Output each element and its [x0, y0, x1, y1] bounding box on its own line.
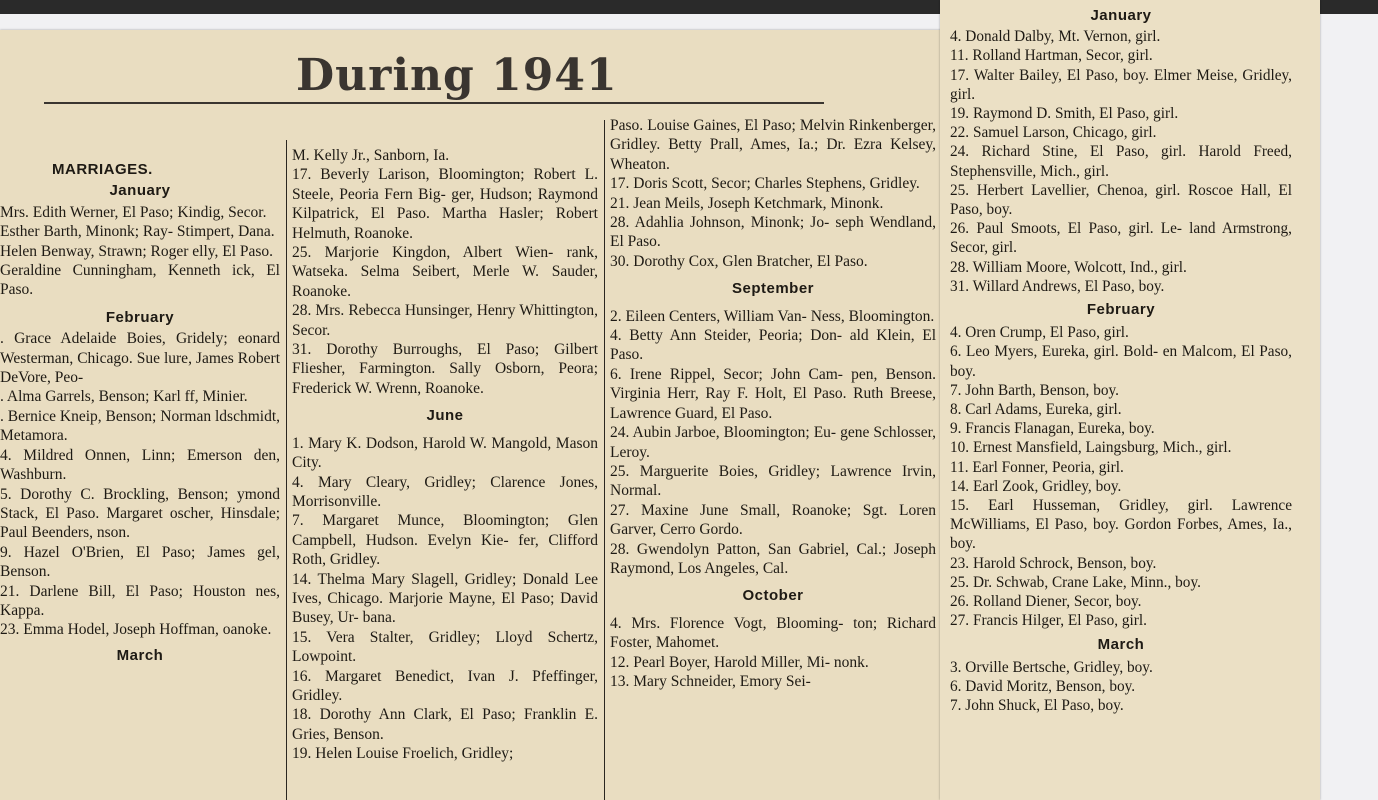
clipping-title: During 1941 [296, 50, 618, 101]
list-item: 11. Earl Fonner, Peoria, girl. [950, 458, 1124, 476]
list-item: 7. Margaret Munce, Bloomington; Glen Campbell, Hudson. Evelyn Kie- fer, Clifford Roth, Gridley. [292, 512, 598, 569]
list-item: 28. William Moore, Wolcott, Ind., girl. [950, 258, 1187, 276]
marriages-heading: MARRIAGES. [52, 161, 153, 178]
list-item: Paso. Louise Gaines, El Paso; Melvin Rinkenberger, Gridley. Betty Prall, Ames, Ia.; Dr. Ezra Kelsey, Wheaton. [610, 117, 936, 173]
month-january: January [1090, 7, 1152, 24]
list-item: 22. Samuel Larson, Chicago, girl. [950, 124, 1157, 142]
list-item: 23. Emma Hodel, Joseph Hoffman, oanoke. [0, 621, 272, 639]
list-item: 27. Maxine June Small, Roanoke; Sgt. Loren Garver, Cerro Gordo. [610, 501, 936, 539]
births-column [950, 4, 1292, 715]
list-item: 21. Darlene Bill, El Paso; Houston nes, Kappa. [0, 582, 280, 619]
list-item: 10. Ernest Mansfield, Laingsburg, Mich., girl. [950, 439, 1232, 457]
list-item: 5. Dorothy C. Brockling, Benson; ymond Stack, El Paso. Margaret oscher, Hinsdale; Paul Beenders, nson. [0, 485, 280, 542]
list-item: Geraldine Cunningham, Kenneth ick, El Paso. [0, 262, 280, 299]
marriages-column-2 [292, 146, 598, 764]
list-item: . Alma Garrels, Benson; Karl ff, Minier. [0, 388, 248, 406]
list-item: . Grace Adelaide Boies, Gridely; eonard Westerman, Chicago. Sue lure, James Robert DeVore, Peo- [0, 330, 280, 387]
list-item: 2. Eileen Centers, William Van- Ness, Bloomington. [610, 307, 935, 325]
list-item: 15. Vera Stalter, Gridley; Lloyd Schertz, Lowpoint. [292, 628, 598, 666]
marriages-column-3 [610, 116, 936, 691]
list-item: 11. Rolland Hartman, Secor, girl. [950, 47, 1153, 65]
list-item: 28. Gwendolyn Patton, San Gabriel, Cal.; Joseph Raymond, Los Angeles, Cal. [610, 540, 936, 577]
list-item: 4. Oren Crump, El Paso, girl. [950, 324, 1129, 342]
list-item: 25. Dr. Schwab, Crane Lake, Minn., boy. [950, 573, 1201, 591]
list-item: 24. Aubin Jarboe, Bloomington; Eu- gene Schlosser, Leroy. [610, 424, 936, 461]
list-item: 31. Dorothy Burroughs, El Paso; Gilbert Fliesher, Farmington. Sally Osborn, Peora; Frederick W. Wrenn, Roanoke. [292, 341, 598, 397]
month-january: January [109, 182, 171, 200]
list-item: 15. Earl Husseman, Gridley, girl. Lawrence McWilliams, El Paso, boy. Gordon Forbes, Ames, Ia., boy. [950, 497, 1292, 553]
column-divider-2 [604, 120, 605, 800]
list-item: 9. Francis Flanagan, Eureka, boy. [950, 420, 1155, 438]
list-item: 26. Rolland Diener, Secor, boy. [950, 593, 1142, 611]
month-february: February [105, 308, 175, 326]
list-item: 24. Richard Stine, El Paso, girl. Harold Freed, Stephensville, Mich., girl. [950, 143, 1292, 180]
list-item: 21. Jean Meils, Joseph Ketchmark, Minonk. [610, 194, 884, 212]
list-item: 7. John Barth, Benson, boy. [950, 381, 1119, 399]
month-june: June [426, 407, 464, 425]
list-item: 12. Pearl Boyer, Harold Miller, Mi- nonk. [610, 653, 869, 671]
list-item: 6. David Moritz, Benson, boy. [950, 677, 1136, 695]
list-item: 6. Leo Myers, Eureka, girl. Bold- en Malcom, El Paso, boy. [950, 343, 1292, 380]
list-item: 25. Marjorie Kingdon, Albert Wien- rank, Watseka. Selma Seibert, Merle W. Sauder, Roanoke. [292, 244, 598, 300]
list-item: 9. Hazel O'Brien, El Paso; James gel, Benson. [0, 543, 280, 581]
list-item: 17. Doris Scott, Secor; Charles Stephens, Gridley. [610, 175, 920, 193]
list-item: 19. Helen Louise Froelich, Gridley; [292, 745, 514, 763]
list-item: 4. Mary Cleary, Gridley; Clarence Jones, Morrisonville. [292, 473, 598, 510]
list-item: 26. Paul Smoots, El Paso, girl. Le- land Armstrong, Secor, girl. [950, 220, 1292, 257]
list-item: 25. Herbert Lavellier, Chenoa, girl. Roscoe Hall, El Paso, boy. [950, 181, 1292, 219]
list-item: 4. Mildred Onnen, Linn; Emerson den, Washburn. [0, 446, 280, 484]
list-item: 4. Donald Dalby, Mt. Vernon, girl. [950, 28, 1161, 46]
list-item: 13. Mary Schneider, Emory Sei- [610, 672, 811, 690]
month-february: February [1086, 301, 1156, 319]
list-item: 4. Mrs. Florence Vogt, Blooming- ton; Richard Foster, Mahomet. [610, 614, 936, 652]
list-item: M. Kelly Jr., Sanborn, Ia. [292, 147, 450, 164]
list-item: 16. Margaret Benedict, Ivan J. Pfeffinger, Gridley. [292, 667, 598, 704]
list-item: Helen Benway, Strawn; Roger elly, El Paso. [0, 242, 274, 260]
list-item: 27. Francis Hilger, El Paso, girl. [950, 612, 1147, 630]
list-item: 14. Earl Zook, Gridley, boy. [950, 477, 1122, 495]
list-item: 14. Thelma Mary Slagell, Gridley; Donald Lee Ives, Chicago. Marjorie Mayne, El Paso; David Busey, Ur- bana. [292, 570, 598, 627]
list-item: 3. Orville Bertsche, Gridley, boy. [950, 658, 1153, 676]
month-september: September [731, 280, 815, 298]
list-item: 7. John Shuck, El Paso, boy. [950, 697, 1124, 715]
list-item: 17. Walter Bailey, El Paso, boy. Elmer Meise, Gridley, girl. [950, 66, 1292, 103]
list-item: 31. Willard Andrews, El Paso, boy. [950, 277, 1165, 295]
list-item: 30. Dorothy Cox, Glen Bratcher, El Paso. [610, 252, 868, 270]
list-item: 28. Adahlia Johnson, Minonk; Jo- seph Wendland, El Paso. [610, 214, 936, 251]
month-october: October [742, 587, 804, 605]
title-rule [44, 102, 824, 104]
month-march: March [1097, 635, 1145, 653]
list-item: 1. Mary K. Dodson, Harold W. Mangold, Mason City. [292, 434, 598, 472]
list-item: 4. Betty Ann Steider, Peoria; Don- ald Klein, El Paso. [610, 327, 936, 364]
column-divider-1 [286, 140, 287, 800]
month-march: March [116, 646, 164, 664]
list-item: 6. Irene Rippel, Secor; John Cam- pen, Benson. Virginia Herr, Ray F. Holt, El Paso. Ruth Breese, Lawrence Guard, El Paso. [610, 365, 936, 422]
list-item: 25. Marguerite Boies, Gridley; Lawrence Irvin, Normal. [610, 462, 936, 500]
list-item: 28. Mrs. Rebecca Hunsinger, Henry Whittington, Secor. [292, 302, 598, 339]
list-item: 23. Harold Schrock, Benson, boy. [950, 554, 1157, 572]
list-item: . Bernice Kneip, Benson; Norman ldschmidt, Metamora. [0, 407, 280, 445]
list-item: 18. Dorothy Ann Clark, El Paso; Franklin E. Gries, Benson. [292, 706, 598, 743]
list-item: Esther Barth, Minonk; Ray- Stimpert, Dana. [0, 223, 275, 241]
list-item: Mrs. Edith Werner, El Paso; Kindig, Secor. [0, 203, 267, 221]
marriages-column-1 [0, 158, 280, 667]
list-item: 8. Carl Adams, Eureka, girl. [950, 401, 1122, 419]
list-item: 17. Beverly Larison, Bloomington; Robert L. Steele, Peoria Fern Big- ger, Hudson; Raymond Kilpatrick, El Paso. Martha Hasler; Robert Helmuth, Roanoke. [292, 166, 598, 242]
list-item: 19. Raymond D. Smith, El Paso, girl. [950, 105, 1179, 123]
